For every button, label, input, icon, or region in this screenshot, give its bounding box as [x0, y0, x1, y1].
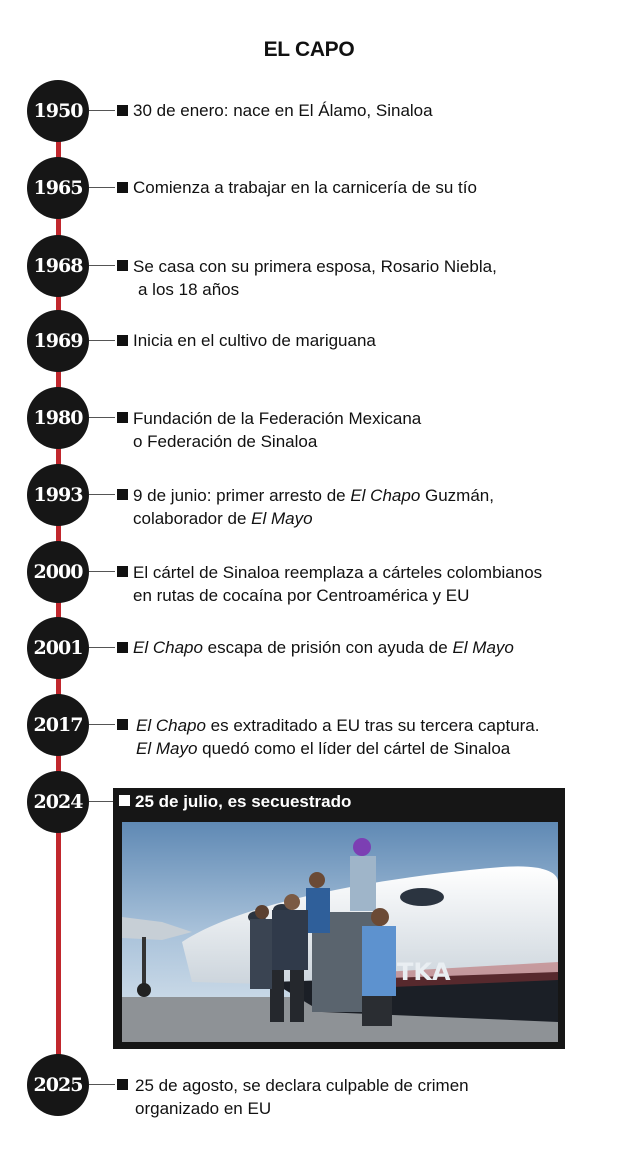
year-circle: 2025 — [27, 1054, 89, 1116]
bullet-icon — [117, 642, 128, 653]
connector — [89, 724, 115, 725]
event-text: El Chapo es extraditado a EU tras su tercera captura. El Mayo quedó como el líder del cártel de Sinaloa — [136, 716, 540, 758]
connector — [89, 340, 115, 341]
bullet-icon — [117, 566, 128, 577]
bullet-icon — [117, 335, 128, 346]
photo-box — [113, 788, 565, 1049]
connector — [89, 187, 115, 188]
event-text: El Chapo escapa de prisión con ayuda de El Mayo — [133, 638, 514, 657]
photo-caption: 25 de julio, es secuestrado — [119, 792, 351, 812]
connector — [89, 1084, 115, 1085]
bullet-icon — [117, 182, 128, 193]
year-circle: 2024 — [27, 771, 89, 833]
event-text: 30 de enero: nace en El Álamo, Sinaloa — [133, 101, 433, 120]
year-circle: 1969 — [27, 310, 89, 372]
event-text: Se casa con su primera esposa, Rosario Niebla, a los 18 años — [133, 257, 497, 299]
bullet-icon — [119, 795, 130, 806]
event-text: Fundación de la Federación Mexicana o Federación de Sinaloa — [133, 409, 422, 451]
bullet-icon — [117, 260, 128, 271]
connector — [89, 801, 115, 802]
bullet-icon — [117, 489, 128, 500]
year-circle: 2017 — [27, 694, 89, 756]
event-text: Inicia en el cultivo de mariguana — [133, 331, 376, 350]
year-circle: 2001 — [27, 617, 89, 679]
connector — [89, 110, 115, 111]
year-circle: 1968 — [27, 235, 89, 297]
year-circle: 1993 — [27, 464, 89, 526]
year-circle: 1950 — [27, 80, 89, 142]
photo-text: TKA — [397, 958, 451, 986]
event-text: Comienza a trabajar en la carnicería de su tío — [133, 178, 477, 197]
bullet-icon — [117, 719, 128, 730]
year-circle: 1965 — [27, 157, 89, 219]
bullet-icon — [117, 1079, 128, 1090]
page-title: EL CAPO — [263, 38, 355, 61]
bullet-icon — [117, 412, 128, 423]
event-text: 9 de junio: primer arresto de El Chapo Guzmán, colaborador de El Mayo — [133, 486, 494, 528]
connector — [89, 647, 115, 648]
year-circle: 1980 — [27, 387, 89, 449]
connector — [89, 417, 115, 418]
year-circle: 2000 — [27, 541, 89, 603]
bullet-icon — [117, 105, 128, 116]
event-text: El cártel de Sinaloa reemplaza a cárteles colombianos en rutas de cocaína por Centroamérica y EU — [133, 563, 543, 605]
connector — [89, 571, 115, 572]
news-photo — [122, 822, 558, 1042]
event-text: 25 de agosto, se declara culpable de crimen organizado en EU — [135, 1076, 469, 1118]
connector — [89, 494, 115, 495]
connector — [89, 265, 115, 266]
